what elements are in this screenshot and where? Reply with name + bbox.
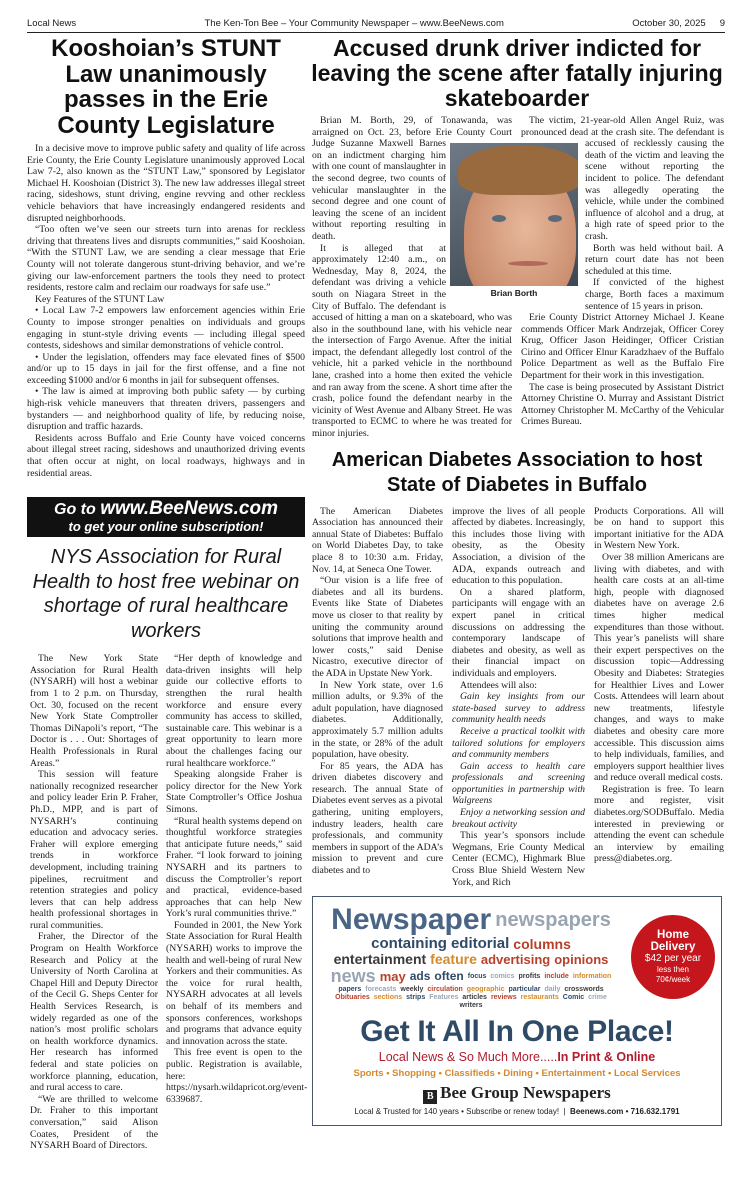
word-cloud-word: crime	[588, 994, 607, 1002]
paragraph: This year’s sponsors include Wegmans, Erie County Medical Center (ECMC), Highmark Blue Cross Blue Shield Western New York, and Rich	[452, 830, 585, 888]
paragraph: Borth was held without bail. A return court date has not been scheduled at this time.	[585, 242, 724, 277]
word-cloud-word: forecasts	[365, 986, 397, 994]
ad-footer-contact[interactable]: Beenews.com • 716.632.1791	[570, 1107, 680, 1117]
paragraph: Key Features of the STUNT Law	[35, 293, 165, 305]
delivery-price: $42 per year	[644, 953, 702, 965]
left-column	[27, 35, 308, 1152]
word-cloud-word: information	[572, 972, 612, 980]
word-cloud-word: weekly	[400, 986, 424, 994]
ada-headline: American Diabetes Association to host State of Diabetes in Buffalo	[331, 448, 703, 496]
word-cloud-word: newspapers	[495, 909, 611, 932]
paragraph: Gain key insights from our state-based survey to address community health needs	[452, 691, 585, 726]
word-cloud-word: Comic	[562, 994, 585, 1002]
paragraph: It is alleged that at approximately 12:40 a.m., on Wednesday, May 8, 2024, the defendant was driving a vehicle south on Niagara Street in the City of Buffalo. The defendant is accused of hitting a man on a skateboard, who was also in the southbound lane, with his vehicle near the intersection of Fargo Avenue. After the initial impact, the defendant allegedly lost control of the vehicle, hit a parked vehicle in the northbound lane, crashed into a home then exited the vehicle and ran away from the scene. A short time after the crash, police found the defendant nearby in the vicinity of West Avenue and Albany Street. He was transported to ECMC to where he was treated for minor injuries.	[312, 242, 512, 440]
paragraph: Residents across Buffalo and Erie County have voiced concerns about illegal street racing, sideshows and unauthorized driving events that often occur at night, on local roadways, highways and in residential areas.	[27, 432, 305, 479]
paragraph: Erie County District Attorney Michael J. Keane commends Officer Mark Andrzejak, Officer Corey Krug, Officer Jason Heidinger, Officer Cristian Cirino and Officer Elnur Karadzhaev of the Buffalo Police Department as well as the Buffalo Fire Department for their work in this investigation.	[521, 312, 724, 382]
paragraph: • Local Law 7-2 empowers law enforcement agencies within Erie County to impose stronger penalties on individuals and groups engaging in stunt-style driving events — including illegal speed contests, sideshows and similar demonstrations of vehicle control.	[27, 305, 305, 352]
paragraph: The victim, 21-year-old Allen Angel Ruiz, was pronounced dead at the crash site. The defendant is accused of recklessly causing the death of the victim and leaving the scene without reporting the incident to police. The defendant was allegedly operating the vehicle, while under the combined influence of alcohol and a drug, at a high rate of speed prior to the crash.	[521, 115, 724, 242]
paragraph: In a decisive move to improve public safety and quality of life across Erie County, the Erie County Legislature unanimously approved Local Law 7-2, also known as the “STUNT Law,” sponsored by Legislator Michael H. Kooshoian (District 3). The new law addresses illegal street racing, sideshows, stunt driving, engine revving and other reckless vehicle behaviors that have increasingly endangered residents and disrupted neighborhoods.	[27, 143, 305, 224]
word-cloud-word: circulation	[427, 986, 463, 994]
bee-group-brand	[319, 1083, 715, 1104]
word-cloud-word: focus	[467, 972, 487, 980]
word-cloud-word: articles	[462, 994, 487, 1002]
word-cloud-word: strips	[406, 994, 426, 1002]
word-cloud-word: particular	[508, 986, 541, 994]
word-cloud-word: entertainment	[333, 951, 427, 968]
nysarh-headline: NYS Association for Rural Health to host free webinar on shortage of rural healthcare workers	[32, 546, 300, 642]
ad-sub-bold: In Print & Online	[557, 1050, 656, 1065]
paragraph: If convicted of the highest charge, Borth faces a maximum sentence of 15 years in prison.	[585, 277, 724, 312]
right-column	[310, 36, 724, 1126]
paragraph: “Our vision is a life free of diabetes and all its burdens. Events like State of Diabetes move us closer to that reality by uniting the community around solutions that improve health and lower costs,” said Denise Nicastro, executive director of the ADA in Upstate New York.	[312, 575, 443, 679]
word-cloud-word: opinions	[554, 951, 609, 967]
paragraph: On a shared platform, participants will engage with an expert panel in critical discussions on addressing the contemporary landscape of diabetes and obesity, as well as their financial impact on individuals and employers.	[452, 586, 585, 679]
newspaper-word-cloud	[319, 905, 623, 1009]
section-label: Local News	[27, 18, 77, 29]
paragraph: For 85 years, the ADA has driven diabetes discovery and research. The annual State of Diabetes event serves as a pivotal gathering, uniting employers, industry leaders, health care professionals, and community members in support of the ADA’s mission to prevent and cure diabetes and to	[312, 760, 443, 877]
delivery-title: Home Delivery	[650, 929, 696, 954]
word-cloud-word: feature	[430, 951, 477, 968]
masthead: The Ken-Ton Bee – Your Community Newspaper – www.BeeNews.com	[204, 18, 504, 29]
nysarh-column-2	[166, 653, 308, 1152]
page-header	[27, 18, 725, 33]
paragraph: Speaking alongside Fraher is policy director for the New York State Comptroller’s Office Joshua Simons.	[166, 769, 302, 815]
bee-logo-icon: B	[423, 1090, 437, 1104]
paragraph: “We are thrilled to welcome Dr. Fraher to this important conversation,” said Alison Coates, President of the NYSARH Board of Directors.	[30, 1093, 158, 1152]
word-cloud-word: containing	[371, 935, 447, 953]
brian-borth-photo	[450, 143, 578, 286]
word-cloud-word: Newspaper	[331, 903, 492, 937]
word-cloud-word: news	[330, 966, 376, 987]
paragraph: improve the lives of all people affected by diabetes. Increasingly, this includes those living with obesity, as the Obesity Association, a division of the ADA, expands outreach and education to this population.	[452, 505, 585, 587]
word-cloud-word: ads	[409, 969, 431, 984]
promo-url[interactable]: www.BeeNews.com	[100, 498, 278, 520]
ada-column-2	[452, 506, 585, 889]
paragraph: “Rural health systems depend on thoughtful workforce strategies that anticipate future needs,” said Fraher. “I look forward to joining NYSARH and its partners to discuss the Comptroller’s report and practical, evidence-based approaches that can help New York’s rural communities thrive.”	[166, 815, 302, 920]
paragraph: • Under the legislation, offenders may face elevated fines of $500 and/or up to 15 days in jail for the first offense, and a fine not exceeding $1000 and/or 6 months in jail for subsequent offenses.	[27, 351, 305, 386]
word-cloud-word: include	[544, 972, 569, 980]
paragraph: “Too often we’ve seen our streets turn into arenas for reckless driving that threatens lives and disrupts communities,” said Kooshoian. “With the STUNT Law, we are sending a clear message that Erie County will not tolerate dangerous stunt-driving behavior, and we’re giving our law-enforcement partners the tools they need to protect residents, restore calm and reclaim our roadways for safe use.”	[27, 224, 305, 294]
home-delivery-badge	[631, 915, 715, 999]
word-cloud-word: comics	[490, 972, 515, 980]
paragraph: Registration is free. To learn more and register, visit diabetes.org/SODBuffalo. Media interested in previewing or attending the event can schedule an interview by emailing press@diabetes.org.	[594, 783, 724, 865]
paragraph: Attendees will also:	[460, 679, 537, 691]
paragraph: • The law is aimed at improving both public safety — by curbing high-risk vehicle maneuvers that threaten drivers, passengers and bystanders — and neighborhood quality of life, by reducing noise, disruption and traffic hazards.	[27, 386, 305, 433]
paragraph: Receive a practical toolkit with tailored solutions for employers and community members	[452, 725, 585, 761]
word-cloud-word: editorial	[450, 935, 510, 953]
dui-headline: Accused drunk driver indicted for leaving the scene after fatally injuring skateboarder	[311, 35, 723, 111]
word-cloud-word: often	[434, 969, 464, 984]
paragraph: Enjoy a networking session and breakout activity	[452, 807, 585, 830]
word-cloud-word: Obituaries	[335, 994, 370, 1002]
dui-article	[310, 115, 724, 440]
paragraph: Fraher, the Director of the Program on Health Workforce Research and Policy at the University of North Carolina at Chapel Hill and Deputy Director of the Cecil G. Sheps Center for Health Services Research, is widely regarded as one of the nation’s most prolific scholars on health workforce dynamics. Her research has informed federal and state policies on workforce planning, education, and rural access to care.	[30, 931, 158, 1094]
nysarh-column-1	[30, 653, 158, 1152]
bee-group-subscription-ad[interactable]	[312, 896, 722, 1126]
paragraph: This free event is open to the public. Registration is available, here: https://nysarh.wildapricot.org/event-6339687.	[166, 1047, 308, 1105]
paragraph: In New York state, over 1.6 million adults, or 9.3% of the adult population, have diagnosed diabetes. Additionally, approximately 5.7 million adults in the state, or 28% of the adult population, have obesity.	[312, 679, 443, 761]
promo-go-to: Go to	[54, 501, 96, 519]
delivery-sub2: 70¢/week	[655, 975, 691, 985]
word-cloud-word: reviews	[490, 994, 517, 1002]
word-cloud-word: writers	[459, 1002, 483, 1010]
stunt-headline: Kooshoian’s STUNT Law unanimously passes in the Erie County Legislature	[51, 35, 281, 139]
delivery-sub1: less then	[656, 965, 690, 975]
paragraph: Products Corporations. All will be on hand to support this important initiative for the ADA in Western New York.	[594, 505, 724, 552]
paragraph: Gain access to health care professionals and screening opportunities in partnership with Walgreens	[452, 760, 585, 807]
word-cloud-word: may	[379, 968, 406, 984]
photo-caption: Brian Borth	[490, 288, 538, 298]
ada-column-1	[312, 506, 443, 889]
paragraph: The American Diabetes Association has announced their annual State of Diabetes: Buffalo on World Diabetes Day, to take place 8 to 10:30 a.m. Friday, Nov. 14, at Seneca One Tower.	[312, 505, 443, 575]
word-cloud-word: geographic	[466, 986, 505, 994]
paragraph: The New York State Association for Rural Health (NYSARH) will host a webinar from 1 to 2 p.m. on Thursday, Oct. 30, focused on the recent New York State Comptroller Thomas DiNapoli’s report, “The Doctor is . . . Out: Shortages of Health Professionals in Rural Areas.”	[30, 653, 158, 769]
ada-column-3	[594, 506, 724, 889]
ad-footer-plain: Local & Trusted for 140 years • Subscribe or renew today! |	[354, 1107, 571, 1117]
page-number: 9	[719, 18, 725, 29]
paragraph: Over 38 million Americans are living with diabetes, and with health care costs at an all-time high, people with diagnosed diabetes have on average 2.6 times higher medical expenditures than those without. This year’s panelists will share their expert perspectives on the discussion topic—Addressing Obesity and Diabetes: Strategies for Healthier Lives and Lower Costs. Attendees will learn about new treatments, lifestyle changes, and ways to make diabetes and obesity care more accessible. This discussion aims to help individuals, families, and employers support healthier lives and reduce overall medical costs.	[594, 552, 724, 784]
paragraph: “Her depth of knowledge and data-driven insights will help guide our collective efforts to strengthen the rural health workforce and ensure every community has access to skilled, sustainable care. This webinar is a great opportunity to learn more about the challenges facing our rural healthcare workforce.”	[166, 653, 302, 769]
word-cloud-word: papers	[338, 986, 362, 994]
word-cloud-word: advertising	[480, 951, 551, 967]
issue-date: October 30, 2025	[632, 18, 706, 29]
word-cloud-word: daily	[544, 986, 561, 994]
word-cloud-word: columns	[513, 935, 571, 952]
subscription-promo[interactable]	[27, 497, 305, 537]
ad-footer	[319, 1107, 715, 1117]
promo-tagline: to get your online subscription!	[68, 519, 264, 535]
stunt-article-body	[27, 143, 305, 479]
word-cloud-word: Features	[429, 994, 459, 1002]
word-cloud-word: sections	[373, 994, 403, 1002]
ad-headline: Get It All In One Place!	[360, 1015, 674, 1049]
paragraph: This session will feature nationally recognized researcher and policy leader Erin P. Fraher, Ph.D., MPP, and is part of NYSARH’s continuing education and advocacy series. Fraher will explore emerging trends in workforce development, including training pipelines, recruitment and retention strategies and policy levers that can help address health professional shortages in rural communities.	[30, 769, 158, 931]
brand-name: Bee Group Newspapers	[440, 1083, 611, 1103]
word-cloud-word: crosswords	[564, 986, 604, 994]
paragraph: Brian M. Borth, 29, of Tonawanda, was arraigned on Oct. 23, before Erie County Court Judge Suzanne Maxwell Barnes on an indictment charging him with one count of manslaughter in the second degree, two counts of vehicular manslaughter in the second degree and one count of leaving the scene of an incident without reporting resulting in death.	[312, 115, 512, 242]
ad-sub-plain: Local News & So Much More.....	[378, 1050, 558, 1065]
word-cloud-word: restaurants	[520, 994, 559, 1002]
ad-categories: Sports • Shopping • Classifieds • Dining • Entertainment • Local Services	[353, 1068, 681, 1080]
paragraph: The case is being prosecuted by Assistant District Attorney Christine O. Murray and Assistant District Attorney Christopher M. McCarthy of the Vehicular Crimes Bureau.	[521, 381, 724, 428]
paragraph: Founded in 2001, the New York State Association for Rural Health (NYSARH) works to improve the health and well-being of rural New Yorkers and their communities. As the voice for rural health, NYSARH advocates at all levels on behalf of its members and sponsors conferences, workshops and programs that advance equity and innovation across the state.	[166, 919, 302, 1047]
word-cloud-word: profits	[518, 972, 541, 980]
ad-subheadline	[319, 1049, 715, 1065]
